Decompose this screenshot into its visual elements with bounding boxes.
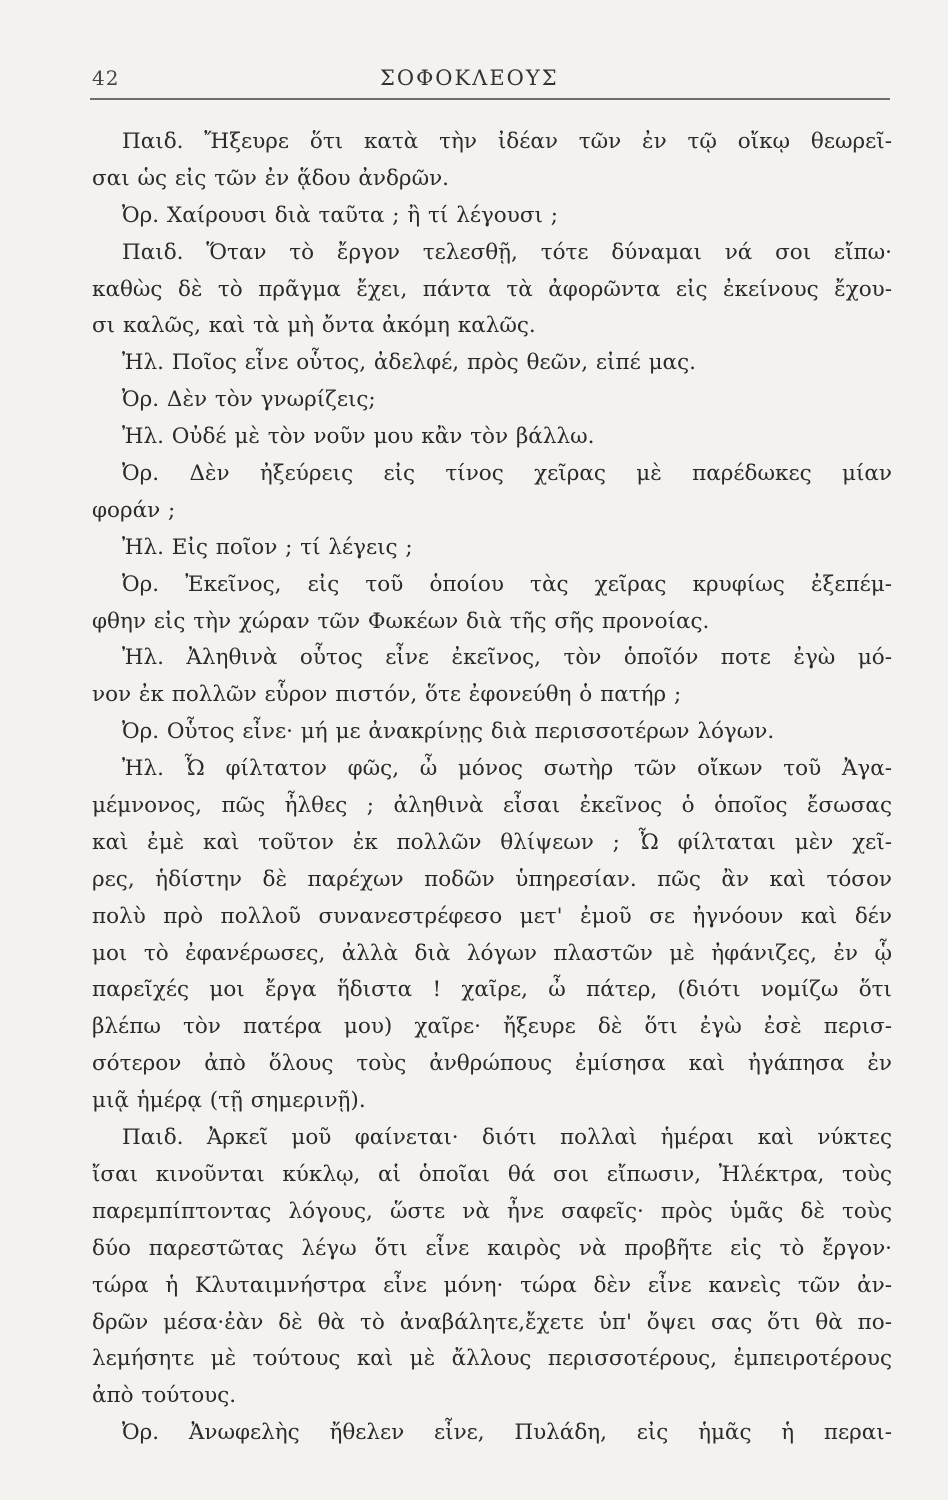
running-head: ΣΟΦΟΚΛΕΟΥΣ [380,66,559,90]
text-line: σαι ὡς εἰς τῶν ἐν ᾅδου ἀνδρῶν. [92,165,450,191]
text-line: Ἠλ. Ἀληθινὰ οὗτος εἶνε ἐκεῖνος, τὸν ὁποῖόν ποτε ἐγὼ μό- [122,645,892,671]
text-line: ρες, ἡδίστην δὲ παρέχων ποδῶν ὑπηρεσίαν. πῶς ἂν καὶ τόσον [92,866,892,892]
text-line: νον ἐκ πολλῶν εὗρον πιστόν, ὅτε ἐφονεύθη ὁ πατήρ ; [92,682,682,708]
text-line: μέμνονος, πῶς ἦλθες ; ἀληθινὰ εἶσαι ἐκεῖνος ὁ ὁποῖος ἔσωσας [92,793,892,819]
text-line: λεμήσητε μὲ τούτους καὶ μὲ ἄλλους περισσοτέρους, ἐμπειροτέρους [92,1346,892,1372]
text-line: φοράν ; [92,497,176,523]
text-line: δρῶν μέσα·ἐὰν δὲ θὰ τὸ ἀναβάλητε,ἔχετε ὑπ' ὄψει σας ὅτι θὰ πο- [92,1309,892,1335]
text-line: ἀπὸ τούτους. [92,1383,237,1409]
text-line: Ὀρ. Δὲν ἠξεύρεις εἰς τίνος χεῖρας μὲ παρέδωκες μίαν [122,461,892,487]
text-line: σι καλῶς, καὶ τὰ μὴ ὄντα ἀκόμη καλῶς. [92,313,536,339]
text-line: Ὀρ. Δὲν τὸν γνωρίζεις; [122,387,376,413]
text-line: παρεῖχές μοι ἔργα ἥδιστα ! χαῖρε, ὦ πάτερ, (διότι νομίζω ὅτι [92,977,892,1003]
text-line: Ὀρ. Οὗτος εἶνε· μή με ἀνακρίνῃς διὰ περισσοτέρων λόγων. [122,719,775,745]
text-line: μοι τὸ ἐφανέρωσες, ἀλλὰ διὰ λόγων πλαστῶν μὲ ἠφάνιζες, ἐν ᾧ [92,940,892,966]
page-number: 42 [92,66,120,90]
text-line: πολὺ πρὸ πολλοῦ συνανεστρέφεσο μετ' ἐμοῦ σε ἠγνόουν καὶ δέν [92,903,892,929]
text-line: Παιδ. Ἀρκεῖ μοῦ φαίνεται· διότι πολλαὶ ἡμέραι καὶ νύκτες [122,1125,892,1151]
text-line: καὶ ἐμὲ καὶ τοῦτον ἐκ πολλῶν θλίψεων ; Ὦ φίλταται μὲν χεῖ- [92,829,892,855]
text-line: μιᾷ ἡμέρᾳ (τῇ σημερινῇ). [92,1088,366,1114]
text-line: σότερον ἀπὸ ὅλους τοὺς ἀνθρώπους ἐμίσησα καὶ ἠγάπησα ἐν [92,1051,892,1077]
text-line: παρεμπίπτοντας λόγους, ὥστε νὰ ἦνε σαφεῖς· πρὸς ὑμᾶς δὲ τοὺς [92,1198,892,1224]
text-line: Παιδ. Ἤξευρε ὅτι κατὰ τὴν ἰδέαν τῶν ἐν τῷ οἴκῳ θεωρεῖ- [122,129,892,154]
text-line: Ἠλ. Οὐδέ μὲ τὸν νοῦν μου κἂν τὸν βάλλω. [122,424,595,450]
text-line: βλέπω τὸν πατέρα μου) χαῖρε· ἤξευρε δὲ ὅτι ἐγὼ ἐσὲ περισ- [92,1014,892,1040]
text-line: Ὀρ. Ἀνωφελὴς ἤθελεν εἶνε, Πυλάδη, εἰς ἡμᾶς ἡ περαι- [122,1420,892,1446]
text-line: Ἠλ. Εἰς ποῖον ; τί λέγεις ; [122,534,413,560]
text-line: δύο παρεστῶτας λέγω ὅτι εἶνε καιρὸς νὰ προβῆτε εἰς τὸ ἔργον· [92,1235,892,1261]
page-header [90,64,890,100]
body-text [92,124,892,1452]
text-line: Ὀρ. Ἐκεῖνος, εἰς τοῦ ὁποίου τὰς χεῖρας κρυφίως ἐξεπέμ- [122,571,892,597]
text-line: τώρα ἡ Κλυταιμνήστρα εἶνε μόνη· τώρα δὲν εἶνε κανεὶς τῶν ἀν- [92,1272,892,1298]
text-line: Ἠλ. Ὦ φίλτατον φῶς, ὦ μόνος σωτὴρ τῶν οἴκων τοῦ Ἀγα- [122,756,892,782]
text-line: Ἠλ. Ποῖος εἶνε οὗτος, ἀδελφέ, πρὸς θεῶν, εἰπέ μας. [122,350,696,376]
text-line: φθην εἰς τὴν χώραν τῶν Φωκέων διὰ τῆς σῆς προνοίας. [92,608,710,634]
text-line: καθὼς δὲ τὸ πρᾶγμα ἔχει, πάντα τὰ ἀφορῶντα εἰς ἐκείνους ἔχου- [92,276,892,302]
text-line: ἴσαι κινοῦνται κύκλῳ, αἱ ὁποῖαι θά σοι εἴπωσιν, Ἠλέκτρα, τοὺς [92,1161,892,1187]
text-line: Ὀρ. Χαίρουσι διὰ ταῦτα ; ἢ τί λέγουσι ; [122,202,559,228]
text-line: Παιδ. Ὅταν τὸ ἔργον τελεσθῇ, τότε δύναμαι νά σοι εἴπω· [122,239,892,265]
